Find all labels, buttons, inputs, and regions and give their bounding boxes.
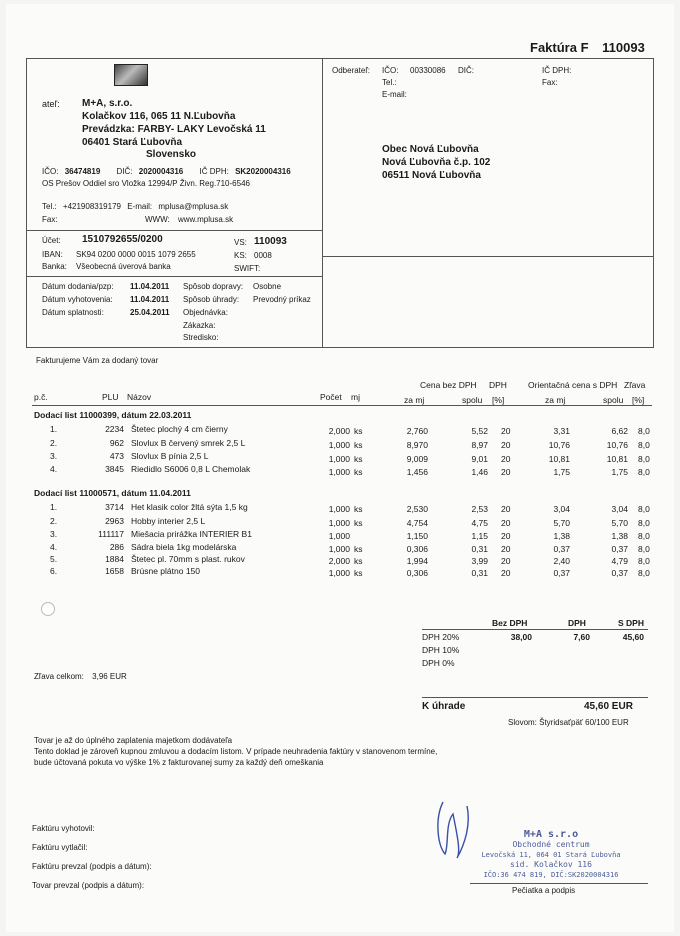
row-price: 2,530 [406,504,428,514]
summary-total: 45,60 [622,632,644,642]
row-plu: 2963 [105,516,124,526]
row-discount: 8,0 [638,531,650,541]
row-vat: 20 [501,568,511,578]
row-total: 0,31 [471,568,488,578]
row-price-vat: 3,31 [553,426,570,436]
discount-total [34,672,127,681]
note-line: Tento doklad je zároveň kupnou zmluvou a dodacím listom. V prípade neuhradenia faktúry v stanovenom termíne, [34,747,438,756]
account-value: 1510792655/0200 [82,234,163,245]
tel-value: +421908319179 [62,202,121,211]
row-price: 1,150 [406,531,428,541]
row-plu: 2234 [105,424,124,434]
amount-in-words: Slovom: Štyridsaťpäť 60/100 EUR [508,718,629,727]
customer-ico: 00330086 [410,66,446,75]
dic-value: 2020004316 [138,167,184,176]
row-total: 5,52 [471,426,488,436]
row-price: 1,994 [406,556,428,566]
row-discount: 8,0 [638,467,650,477]
issue-date-label: Dátum vyhotovenia: [42,295,113,304]
row-total-vat: 10,81 [606,454,628,464]
row-qty: 1,000 [328,531,350,541]
issued-by-label: Faktúru vyhotovil: [32,824,95,833]
invoice-number: 110093 [602,40,645,55]
row-discount: 8,0 [638,440,650,450]
row-price-vat: 1,38 [553,531,570,541]
stamp-line: IČO:36 474 819, DIČ:SK2020004316 [483,871,619,879]
row-price-vat: 3,04 [553,504,570,514]
row-name: Brúsne plátno 150 [131,566,200,576]
invoice-title [530,40,645,55]
th-qty: Počet [320,392,342,402]
th-total: spolu [462,395,483,405]
supplier-name: M+A, s.r.o. [82,98,133,109]
summary-dph: 7,60 [573,632,590,642]
ks-label: KS: [234,251,247,260]
summary-label: DPH 10% [422,645,460,655]
order-label: Objednávka: [183,308,228,317]
group-title: Dodací list 11000571, dátum 11.04.2011 [34,488,191,498]
account-label: Účet: [42,236,61,245]
supplier-register: OS Prešov Oddiel sro Vložka 12994/P Živn. Reg.710-6546 [42,179,250,188]
supplier-city: 06401 Stará Ľubovňa [82,137,183,148]
stamp-line: Levočská 11, 064 01 Stará Ľubovňa [481,851,621,859]
row-total: 0,31 [471,544,488,554]
row-vat: 20 [501,531,511,541]
row-total: 1,15 [471,531,488,541]
www-label: WWW: [145,215,170,224]
row-name: Slovlux B pínia 2,5 L [131,451,209,461]
issue-date: 11.04.2011 [130,295,170,304]
contract-label: Zákazka: [183,321,216,330]
customer-icdph-label: IČ DPH: [542,66,572,75]
row-plu: 3845 [105,464,124,474]
row-pc: 3. [50,529,58,539]
customer-label: Odberateľ: [332,66,370,75]
th-discount: Zľava [624,380,646,390]
th-mj: mj [351,392,360,402]
row-price: 0,306 [406,544,428,554]
row-qty: 1,000 [328,467,350,477]
row-discount: 8,0 [638,556,650,566]
row-plu: 1884 [105,554,124,564]
supplier-address: Kolačkov 116, 065 11 N.Ľubovňa [82,111,236,122]
row-mj: ks [354,568,363,578]
customer-dic-label: DIČ: [458,66,474,75]
th-per-mj: za mj [404,395,425,405]
th-plu: PLU [102,392,119,402]
row-plu: 3714 [105,502,124,512]
row-qty: 1,000 [328,440,350,450]
row-price-vat: 0,37 [553,544,570,554]
note-line: Tovar je až do úplného zaplatenia majetkom dodávateľa [34,736,233,745]
row-price-vat: 1,75 [553,467,570,477]
row-name: Het klasik color žltá sýta 1,5 kg [131,502,248,512]
row-qty: 1,000 [328,454,350,464]
tel-label: Tel.: [42,202,57,211]
row-mj: ks [354,454,363,464]
supplier-www [145,215,233,224]
ico-value: 36474819 [64,167,101,176]
stamp-line: M+A s.r.o [523,829,579,840]
row-pc: 2. [50,438,58,448]
row-qty: 1,000 [328,518,350,528]
row-mj: ks [354,440,363,450]
discount-value: 3,96 EUR [92,672,127,681]
row-total-vat: 5,70 [611,518,628,528]
row-name: Miešacia prirážka INTERIER B1 [131,529,252,539]
row-mj: ks [354,556,363,566]
vs-label: VS: [234,238,247,247]
row-discount: 8,0 [638,568,650,578]
th-pct2: [%] [632,395,645,405]
iban-label: IBAN: [42,250,63,259]
supply-date: 11.04.2011 [130,282,170,291]
row-name: Sádra biela 1kg modelárska [131,542,237,552]
customer-fax-label: Fax: [542,78,558,87]
row-discount: 8,0 [638,426,650,436]
row-price-vat: 10,81 [548,454,570,464]
row-vat: 20 [501,426,511,436]
row-pc: 6. [50,566,58,576]
row-discount: 8,0 [638,504,650,514]
row-total: 1,46 [471,467,488,477]
row-price-vat: 2,40 [553,556,570,566]
vs-value: 110093 [254,236,287,247]
row-vat: 20 [501,556,511,566]
th-total2: spolu [603,395,624,405]
transport-label: Spôsob dopravy: [183,282,244,291]
payment-value: Prevodný príkaz [253,295,311,304]
row-mj: ks [354,504,363,514]
summary-label: DPH 20% [422,632,460,642]
row-discount: 8,0 [638,518,650,528]
row-total: 3,99 [471,556,488,566]
row-total-vat: 1,38 [611,531,628,541]
stamp-signature-label: Pečiatka a podpis [512,886,576,895]
row-qty: 1,000 [328,504,350,514]
th-dph-group: DPH [489,380,507,390]
customer-city: 06511 Nová Ľubovňa [382,170,481,181]
row-plu: 1658 [105,566,124,576]
summary-h-dph: DPH [568,618,586,628]
icdph-value: SK2020004316 [235,167,291,176]
transport-value: Osobne [253,282,282,291]
discount-label: Zľava celkom: [34,672,84,681]
printed-by-label: Faktúru vytlačil: [32,843,88,852]
row-name: Hobby interier 2,5 L [131,516,206,526]
row-price: 8,970 [406,440,428,450]
ks-value: 0008 [254,251,272,260]
company-logo [114,64,148,86]
row-total-vat: 1,75 [611,467,628,477]
row-discount: 8,0 [638,454,650,464]
supplier-ids [42,167,291,176]
invoice-title-label: Faktúra F [530,40,589,55]
amount-due-label: K úhrade [422,701,466,712]
row-mj: ks [354,544,363,554]
customer-ico-label: IČO: [382,66,399,75]
row-price-vat: 0,37 [553,568,570,578]
customer-address: Nová Ľubovňa č.p. 102 [382,157,491,168]
th-pc: p.č. [34,392,48,402]
row-total-vat: 0,37 [611,568,628,578]
row-pc: 2. [50,516,58,526]
row-price: 2,760 [406,426,428,436]
row-mj: ks [354,467,363,477]
customer-email-label: E-mail: [382,90,407,99]
row-total: 2,53 [471,504,488,514]
row-total-vat: 6,62 [611,426,628,436]
th-pct: [%] [492,395,505,405]
row-total-vat: 0,37 [611,544,628,554]
th-orient-group: Orientačná cena s DPH [528,380,618,390]
icdph-label: IČ DPH: [199,167,229,176]
row-mj: ks [354,426,363,436]
www-value: www.mplusa.sk [177,215,234,224]
signature-image [431,794,481,864]
th-name: Názov [127,392,152,402]
row-price: 4,754 [406,518,428,528]
row-qty: 1,000 [328,568,350,578]
row-vat: 20 [501,467,511,477]
bank-value: Všeobecná úverová banka [76,262,171,271]
row-plu: 473 [109,451,124,461]
dic-label: DIČ: [116,167,133,176]
row-vat: 20 [501,454,511,464]
goods-received-label: Tovar prevzal (podpis a dátum): [32,881,145,890]
row-name: Štetec pl. 70mm s plast. rukov [131,554,245,564]
row-price: 1,456 [406,467,428,477]
row-vat: 20 [501,440,511,450]
fax-label: Fax: [42,215,58,224]
note-line: bude účtovaná pokuta vo výške 1% z fakturovanej sumy za každý deň omeškania [34,758,324,767]
summary-label: DPH 0% [422,658,455,668]
due-date: 25.04.2011 [130,308,170,317]
ico-label: IČO: [42,167,59,176]
supplier-contact [42,202,228,211]
iban-value: SK94 0200 0000 0015 1079 2655 [76,250,196,259]
row-vat: 20 [501,518,511,528]
row-pc: 1. [50,502,58,512]
supply-date-label: Dátum dodania/pzp: [42,282,114,291]
row-vat: 20 [501,504,511,514]
email-value: mplusa@mplusa.sk [158,202,229,211]
row-qty: 1,000 [328,544,350,554]
row-total-vat: 3,04 [611,504,628,514]
customer-name: Obec Nová Ľubovňa [382,144,479,155]
row-price: 9,009 [406,454,428,464]
row-total-vat: 4,79 [611,556,628,566]
swift-label: SWIFT: [234,264,261,273]
bank-label: Banka: [42,262,67,271]
row-plu: 962 [109,438,124,448]
customer-tel-label: Tel.: [382,78,397,87]
amount-due-value: 45,60 EUR [584,701,633,712]
th-per-mj2: za mj [545,395,566,405]
stamp-line: Obchodné centrum [512,840,590,849]
row-total: 9,01 [471,454,488,464]
group-title: Dodací list 11000399, dátum 22.03.2011 [34,410,192,420]
row-discount: 8,0 [638,544,650,554]
row-qty: 2,000 [328,556,350,566]
email-label: E-mail: [127,202,153,211]
received-by-label: Faktúru prevzal (podpis a dátum): [32,862,152,871]
supplier-shop: Prevádzka: FARBY- LAKY Levočská 11 [82,124,266,135]
intro-text: Fakturujeme Vám za dodaný tovar [36,356,159,365]
row-total: 4,75 [471,518,488,528]
row-pc: 4. [50,464,58,474]
row-mj: ks [354,518,363,528]
row-total: 8,97 [471,440,488,450]
row-pc: 4. [50,542,58,552]
row-plu: 286 [109,542,124,552]
row-name: Slovlux B červený smrek 2,5 L [131,438,246,448]
payment-label: Spôsob úhrady: [183,295,240,304]
due-date-label: Dátum splatnosti: [42,308,104,317]
row-plu: 111117 [98,529,124,539]
company-stamp [476,830,626,880]
row-price-vat: 10,76 [548,440,570,450]
invoice-page [6,4,674,932]
th-price-group: Cena bez DPH [420,380,477,390]
row-price-vat: 5,70 [553,518,570,528]
row-pc: 1. [50,424,58,434]
row-pc: 5. [50,554,58,564]
row-qty: 2,000 [328,426,350,436]
supplier-country: Slovensko [146,149,197,160]
row-name: Riedidlo S6006 0,8 L Chemolak [131,464,251,474]
row-total-vat: 10,76 [606,440,628,450]
summary-h-base: Bez DPH [492,618,528,628]
supplier-label: ateľ: [42,99,60,109]
summary-base: 38,00 [510,632,532,642]
row-price: 0,306 [406,568,428,578]
punch-hole [41,602,55,616]
stamp-line: sid. Kolačkov 116 [510,860,592,869]
row-vat: 20 [501,544,511,554]
center-label: Stredisko: [183,333,219,342]
summary-h-total: S DPH [618,618,644,628]
row-name: Štetec plochý 4 cm čierny [131,424,228,434]
row-pc: 3. [50,451,58,461]
